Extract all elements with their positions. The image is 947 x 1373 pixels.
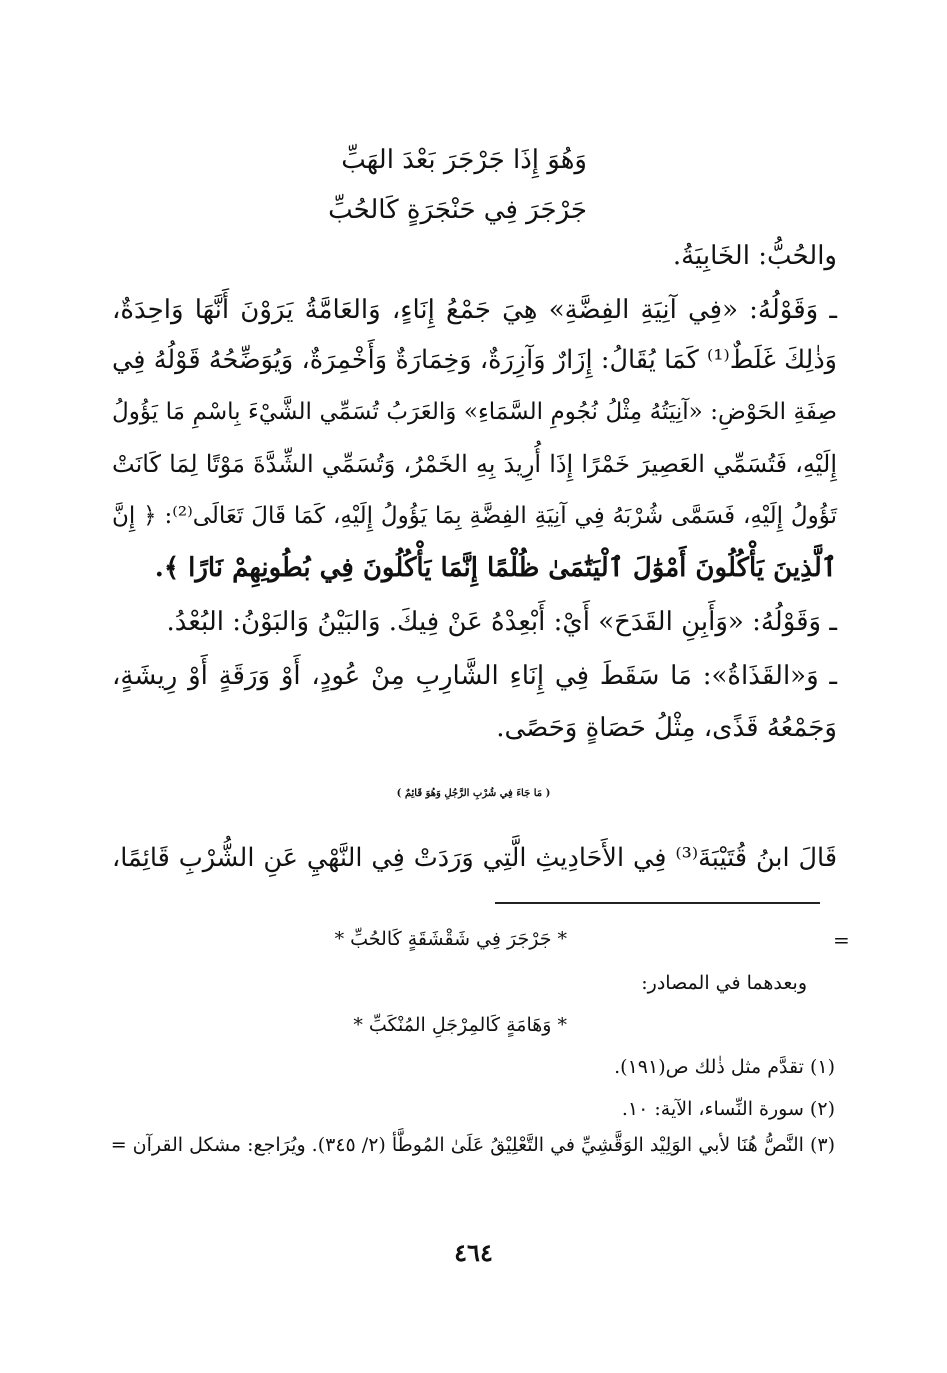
footnote-after-label: وبعدهما في المصادر: [641,972,807,994]
footnote-verse-b: * وَهَامَةٍ كَالمِرْجَلِ المُنْكَبِّ * [353,1014,567,1036]
body-line-9: ـ وَ«القَذَاةُ»: مَا سَقَطَ فِي إِنَاءِ الشَّارِبِ مِنْ عُودٍ، أَوْ وَرَقَةٍ أَوْ رِيشَةٍ، [112,661,837,691]
section-heading: ( مَا جَاءَ فِي شُرْبِ الرَّجُلِ وَهُوَ قَائِمٌ ) [396,788,551,799]
footnote-1: (١) تقدَّم مثل ذٰلك ص(١٩١). [614,1056,835,1078]
footnote-3: (٣) النَّصُّ هُنَا لأبي الوَلِيْد الوَقَّشِيِّ في التَّعْلِيْقُ عَلَىٰ المُوطَّأ (٢/ ٣٤٥). ويُرَاجع: مشكل القرآن = [110,1134,835,1156]
body-line-after-heading: قَالَ ابنُ قُتَيْبَةَ⁽³⁾ فِي الأَحَادِيثِ الَّتِي وَرَدَتْ فِي النَّهْيِ عَنِ الشُّرْبِ قَائِمًا، [112,843,838,873]
poetry-verse-1: وَهُوَ إِذَا جَرْجَرَ بَعْدَ الهَبِّ [341,145,587,175]
body-line-3: وَذٰلِكَ غَلَطٌ⁽¹⁾ كَمَا يُقَالُ: إِزَارٌ وَآزِرَةٌ، وَخِمَارَةٌ وَأَخْمِرَةٌ، وَيُوَضِّحُهُ قَوْلُهُ فِي [112,345,837,375]
body-line-1: والحُبُّ: الخَابِيَةُ. [672,241,837,271]
quran-verse-line: ٱلَّذِينَ يَأْكُلُونَ أَمْوَٰلَ ٱلْيَتَٰمَىٰ ظُلْمًا إِنَّمَا يَأْكُلُونَ فِي بُطُونِهِمْ نَارًا ﴾. [154,553,837,583]
body-line-10: وَجَمْعُهُ قَذًى، مِثْلُ حَصَاةٍ وَحَصًى. [496,713,837,743]
body-line-8: ـ وَقَوْلُهُ: «وَأَبِنِ القَدَحَ» أَيْ: أَبْعِدْهُ عَنْ فِيكَ. وَالبَيْنُ وَالبَوْنُ: البُعْدُ. [166,607,837,637]
body-line-4: صِفَةِ الحَوْضِ: «آنِيَتُهُ مِثْلُ نُجُومِ السَّمَاءِ» وَالعَرَبُ تُسَمِّي الشَّيْءَ بِاسْمِ مَا يَؤُولُ [112,399,837,425]
footnote-continuation-mark: = [833,928,850,952]
body-line-2: ـ وَقَوْلُهُ: «فِي آنِيَةِ الفِضَّةِ» هِيَ جَمْعُ إِنَاءٍ، وَالعَامَّةُ يَرَوْنَ أَنَّهَا وَاحِدَةٌ، [112,295,837,325]
body-line-6: تَؤُولُ إِلَيْهِ، فَسَمَّى شُرْبَهُ فِي آنِيَةِ الفِضَّةِ بِمَا يَؤُولُ إِلَيْهِ، كَمَا قَالَ تَعَالَى⁽²⁾: ﴿ إِنَّ [112,503,837,529]
footnote-separator [495,902,820,904]
footnote-verse-a: * جَرْجَرَ فِي شَقْشَقَةٍ كَالحُبِّ * [334,928,567,950]
poetry-verse-2: جَرْجَرَ فِي حَنْجَرَةٍ كَالحُبِّ [328,195,587,225]
footnote-2: (٢) سورة النِّساء، الآية: ١٠. [621,1098,835,1120]
body-line-5: إِلَيْهِ، فَتُسَمِّي العَصِيرَ خَمْرًا إِذَا أُرِيدَ بِهِ الخَمْرُ، وَتُسَمِّي الشِّدَّةَ مَوْتًا لِمَا كَانَتْ [112,450,837,478]
page-number: ٤٦٤ [454,1238,493,1267]
